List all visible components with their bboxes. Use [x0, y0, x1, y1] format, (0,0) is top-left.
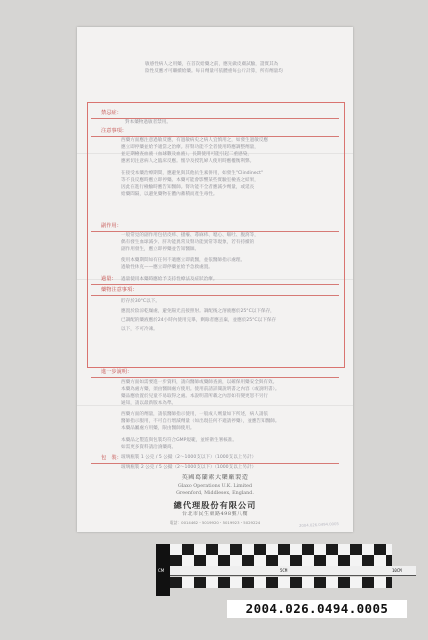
scale-mark-10cm: 10CM: [392, 568, 402, 573]
caution-line: 應密切注意病人之臨床反應。懷孕及授乳婦人使用時應權衡利弊。: [121, 159, 255, 164]
scale-mark-5cm: 5CM: [280, 568, 288, 573]
further-line: 如需更多資料請洽詢藥商。: [121, 445, 177, 450]
storage-line: 以下，不可冷凍。: [121, 327, 158, 332]
caution-line: 並定期檢查血液（血球數及血液）。長期使用可能引起二重感染，: [121, 152, 252, 157]
overdose-text: 過量使用本藥時應給予支持性療法及症狀治療。: [121, 277, 218, 282]
divider: [91, 377, 339, 378]
further-label: 進一步說明：: [101, 369, 133, 375]
storage-label: 藥物注意事項：: [101, 287, 138, 293]
document-sheet: [77, 27, 353, 532]
caution-line: 西藥方面應注意過敏反應，有過敏病史之病人宜慎用之，如發生過敏反應: [121, 138, 269, 143]
scale-top-squares: [170, 544, 392, 555]
scale-second-squares: [170, 555, 392, 566]
further-line: 西藥方面的劑量，請依醫師指示使用，一般成人劑量如下所述，病人請依: [121, 412, 269, 417]
distributor-address: 台北市民生東路498號八樓: [181, 511, 249, 517]
further-line: 西藥方面如需要進一步資料，請向醫師或藥師查詢，以確保用藥安全與有效。: [121, 380, 278, 385]
further-line: 本藥品屬處方用藥，限由醫師使用。: [121, 426, 195, 431]
storage-line: 應置於陰涼乾燥處，避免陽光直接照射。調配後之溶液應於25°C以下保存，: [121, 309, 275, 314]
side-effect-line: 使用本藥期間如有任何不適應立即就醫，並依醫師指示處理。: [121, 258, 246, 263]
scale-ruler-strip: [170, 566, 416, 576]
further-line: 本藥為處方藥，須由醫師處方使用。使用前請詳閱說明書之內容（或說明書）。: [121, 387, 280, 392]
further-line: 通知，請以最新版本為準。: [121, 401, 177, 406]
catalog-number-label: 2004.026.0494.0005: [227, 600, 407, 618]
pencil-inventory-note: 2004.026.0494.0005: [298, 520, 339, 529]
package-line: 玻璃瓶裝 1 公克 / 5 公撮（2～1000支以下）（1000支以上另計）: [121, 455, 257, 460]
distributor-name: 總代理股份有限公司: [173, 500, 257, 510]
further-line: 藥品應放置於兒童不易取得之處。本說明書所載之內容如有變更恕不另行: [121, 394, 269, 399]
intro-line: 敏感性病人之用藥，在首次給藥之前，應先做皮膚試驗，證實其為: [145, 62, 279, 67]
further-line: 本藥品之製造與包裝均符合GMP規範，並經衛生署核准。: [121, 438, 237, 443]
caution-line: 在接受本藥治療期間，應避免與其他抗生素併用，如發生"Clindinect": [121, 171, 264, 176]
caution-line: 因此在進行檢驗時應告知醫師。腎功能不全者應減少劑量，或延長: [121, 185, 255, 190]
indication-text: 對本藥物過敏者禁用。: [125, 120, 171, 125]
side-effect-line: 一般常見的副作用包括皮疹、搔癢、蕁麻疹、噁心、嘔吐、腹瀉等，: [121, 233, 259, 238]
package-label: 包 裝：: [101, 455, 122, 461]
caution-line: 給藥間隔，以避免藥物在體內蓄積而產生毒性。: [121, 192, 218, 197]
side-effect-line: 副作用發生，應立即停藥並告知醫師。: [121, 247, 200, 252]
further-line: 醫師指示服用，不可自行增減劑量（如出現任何不適請停藥），並應告知醫師。: [121, 419, 280, 424]
scale-left-label: CM: [158, 568, 165, 573]
scale-left-cap: [156, 544, 170, 596]
divider: [91, 284, 339, 285]
scale-bottom-squares: [170, 577, 392, 588]
distributor-phone: 電話：0014462・5019920・5019923・5029224: [169, 520, 261, 525]
caution-line: 等不良反應時應立即停藥。本藥可能會影響某些實驗室檢查之結果，: [121, 178, 259, 183]
manufacturer-chinese-name: 英國葛蘭素大藥廠製造: [181, 474, 249, 481]
caution-line: 應立即停藥並給予適當之治療。肝腎功能不全者使用時應調整劑量，: [121, 145, 259, 150]
divider: [91, 295, 339, 296]
storage-line: 貯存於30°C以下。: [121, 299, 160, 304]
side-effect-line: 過敏性休克——應立即停藥並給予急救處置。: [121, 265, 213, 270]
indication-label: 禁忌症：: [101, 110, 122, 116]
manufacturer-address-en: Greenford, Middlesex, England.: [176, 491, 254, 496]
manufacturer-english-name: Glaxo Operations U.K. Limited: [177, 484, 253, 489]
package-line: 玻璃瓶裝 2 公克 / 5 公撮（2～1000支以下）（1000支以上另計）: [121, 465, 257, 470]
storage-line: 已調配的藥液應於24小時內使用完畢，剩餘者應丟棄，並應於25°C以下保存: [121, 318, 277, 323]
side-effect-label: 副作用：: [101, 223, 122, 229]
overdose-label: 過量：: [101, 276, 117, 282]
caution-label: 注意事項：: [101, 128, 127, 134]
photo-scale-bar: [156, 544, 416, 596]
side-effect-line: 偶有發生血球減少、肝功能異常及腎功能異常等現象，若有持續的: [121, 240, 255, 245]
intro-line: 陰性反應才可繼續給藥。每日劑量可依體重每公斤計算，所有劑量均: [145, 69, 283, 74]
